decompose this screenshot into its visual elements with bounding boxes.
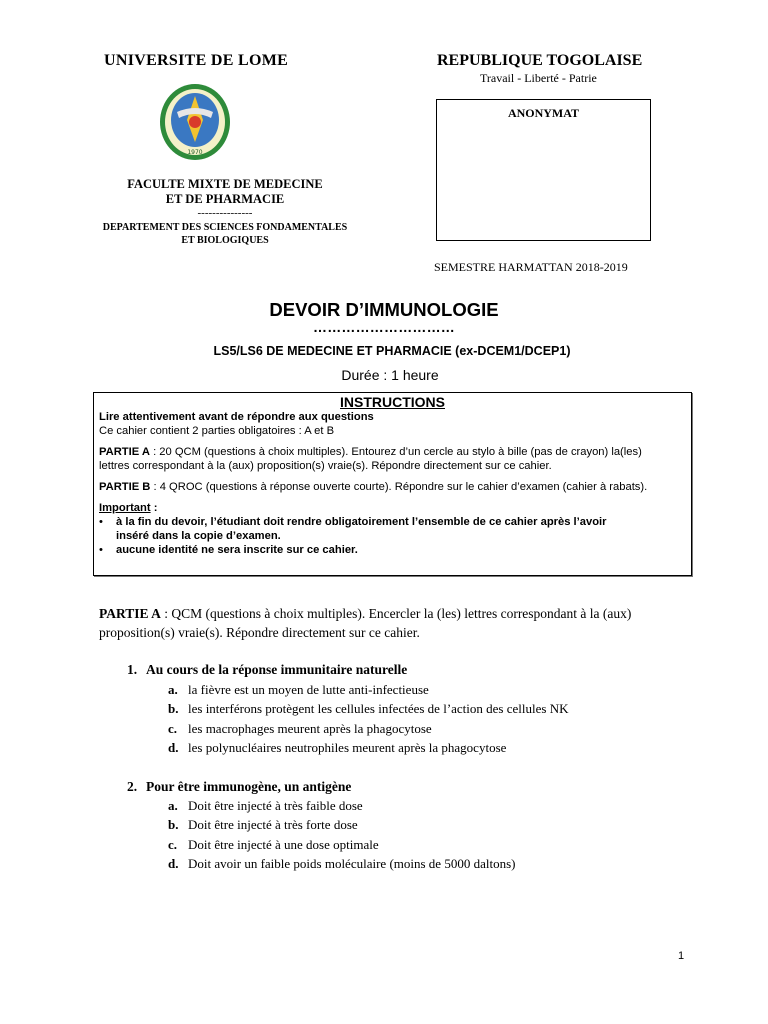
bullet-1-line-2: inséré dans la copie d’examen.	[116, 530, 281, 542]
logo-year: 1970	[187, 149, 203, 156]
option-letter[interactable]: c.	[168, 721, 178, 736]
exam-title: DEVOIR D’IMMUNOLOGIE	[269, 299, 499, 320]
national-motto: Travail - Liberté - Patrie	[480, 71, 597, 85]
exam-subtitle: LS5/LS6 DE MEDECINE ET PHARMACIE (ex-DCEM1/DCEP1)	[213, 344, 571, 358]
university-logo	[157, 82, 233, 162]
option-text: Doit avoir un faible poids moléculaire (moins de 5000 daltons)	[188, 856, 516, 871]
university-name: UNIVERSITE DE LOME	[104, 52, 289, 69]
partA-instruction-text-2: lettres correspondant à la (aux) proposition(s) vraie(s). Répondre directement sur ce cahier.	[99, 460, 552, 472]
faculty-name	[60, 177, 390, 207]
option-letter[interactable]: d.	[168, 856, 179, 871]
header-separator: ---------------	[197, 207, 253, 219]
important-label: Important	[99, 502, 151, 514]
faculty-line-2: ET DE PHARMACIE	[165, 192, 285, 206]
department-line-2: ET BIOLOGIQUES	[181, 234, 269, 246]
title-dots: …………………………	[313, 319, 455, 335]
option-text: les polynucléaires neutrophiles meurent après la phagocytose	[188, 740, 507, 755]
bullet-2-text: aucune identité ne sera inscrite sur ce cahier.	[116, 544, 358, 556]
important-colon: :	[150, 502, 158, 514]
option-letter[interactable]: d.	[168, 740, 179, 755]
instructions-body	[99, 410, 687, 557]
option-letter[interactable]: c.	[168, 837, 178, 852]
option-text: Doit être injecté à très forte dose	[188, 817, 358, 832]
semester-label: SEMESTRE HARMATTAN 2018-2019	[434, 260, 628, 274]
question-text: Pour être immunogène, un antigène	[146, 779, 352, 794]
partA-instruction-text: : 20 QCM (questions à choix multiples). Entourez d’un cercle au stylo à bille (pas de crayon) la(les)	[149, 446, 642, 458]
option-letter[interactable]: a.	[168, 798, 178, 813]
faculty-line-1: FACULTE MIXTE DE MEDECINE	[127, 177, 323, 191]
bullet-1-line-1: à la fin du devoir, l’étudiant doit rendre obligatoirement l’ensemble de ce cahier après l’avoir	[116, 516, 607, 528]
bullet-item-1	[99, 515, 687, 543]
instructions-intro-bold: Lire attentivement avant de répondre aux questions	[99, 411, 374, 423]
anonymat-box[interactable]	[436, 99, 651, 241]
partA-text-line-2: proposition(s) vraie(s). Répondre directement sur ce cahier.	[99, 625, 420, 640]
question-text: Au cours de la réponse immunitaire naturelle	[146, 662, 408, 677]
option-text: Doit être injecté à une dose optimale	[188, 837, 379, 852]
option-letter[interactable]: b.	[168, 701, 179, 716]
partA-intro	[99, 604, 699, 642]
instructions-box	[93, 392, 692, 576]
option-text: les macrophages meurent après la phagocytose	[188, 721, 432, 736]
republic-name: REPUBLIQUE TOGOLAISE	[437, 52, 643, 69]
option-text: la fièvre est un moyen de lutte anti-infectieuse	[188, 682, 429, 697]
option-text: Doit être injecté à très faible dose	[188, 798, 363, 813]
instructions-intro: Ce cahier contient 2 parties obligatoires : A et B	[99, 425, 335, 437]
option-text: les interférons protègent les cellules infectées de l’action des cellules NK	[188, 701, 569, 716]
partA-instruction-label: PARTIE A	[99, 446, 150, 458]
question-number: 2.	[127, 779, 138, 794]
partB-instruction-label: PARTIE B	[99, 481, 151, 493]
partB-instruction-text: : 4 QROC (questions à réponse ouverte courte). Répondre sur le cahier d’examen (cahier à rabats).	[150, 481, 648, 493]
anonymat-label: ANONYMAT	[507, 106, 580, 120]
question-number: 1.	[127, 662, 138, 677]
department-line-1: DEPARTEMENT DES SCIENCES FONDAMENTALES	[102, 222, 348, 233]
bullet-icon: •	[99, 544, 103, 556]
exam-duration: Durée : 1 heure	[341, 367, 439, 383]
partA-label: PARTIE A	[99, 606, 161, 621]
partA-text-line-1: : QCM (questions à choix multiples). Encercler la (les) lettres correspondant à la (aux)	[160, 606, 632, 621]
instructions-title: INSTRUCTIONS	[340, 394, 445, 410]
option-letter[interactable]: b.	[168, 817, 179, 832]
department-name	[60, 222, 390, 247]
bullet-icon: •	[99, 516, 103, 528]
option-letter[interactable]: a.	[168, 682, 178, 697]
bullet-item-2	[99, 543, 687, 557]
page-number: 1	[678, 950, 685, 962]
